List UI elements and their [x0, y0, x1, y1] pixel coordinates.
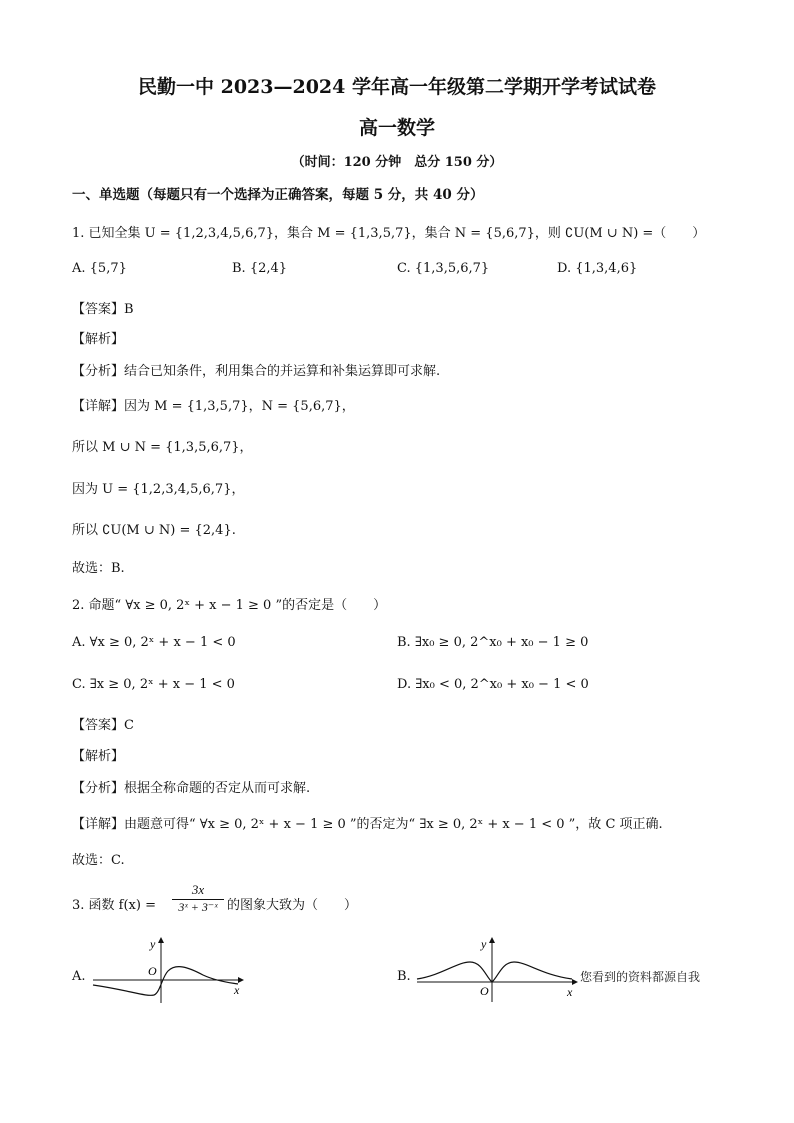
y-axis-arrow-icon — [489, 937, 495, 943]
q3-stem-suffix: 的图象大致为（ ） — [227, 898, 358, 913]
q1-option-c: C. {1,3,5,6,7} — [397, 261, 490, 276]
q2-choice: 故选：C. — [72, 853, 125, 868]
q1-jiexi: 【解析】 — [72, 332, 125, 347]
q1-option-d: D. {1,3,4,6} — [557, 261, 638, 276]
q2-option-b: B. ∃x₀ ≥ 0, 2^x₀ + x₀ − 1 ≥ 0 — [397, 635, 589, 650]
q1-detail: 【详解】因为 M = {1,3,5,7}，N = {5,6,7}， — [72, 399, 355, 414]
q3-stem-prefix: 3. 函数 f(x) = — [72, 898, 156, 913]
curve-b — [417, 962, 572, 982]
curve-a — [93, 967, 238, 996]
q1-stem: 1. 已知全集 U = {1,2,3,4,5,6,7}，集合 M = {1,3,5,7}，集合 N = {5,6,7}，则 ∁U(M ∪ N) =（ ） — [72, 226, 706, 241]
q1-analysis: 【分析】结合已知条件，利用集合的并运算和补集运算即可求解. — [72, 364, 441, 379]
q1-answer: 【答案】B — [72, 302, 134, 317]
q3-denominator: 3ˣ + 3⁻ˣ — [178, 900, 218, 914]
q2-answer: 【答案】C — [72, 718, 134, 733]
q3-graph-a — [88, 935, 248, 1005]
watermark-text: 您看到的资料都源自我 — [580, 970, 701, 984]
q3-option-a-label: A. — [72, 969, 86, 984]
q3-graph-b — [412, 932, 584, 1004]
exam-title: 民勤一中 2023—2024 学年高一年级第二学期开学考试试卷 — [138, 76, 656, 98]
x-label: x — [234, 983, 240, 997]
y-label: y — [481, 937, 487, 951]
q3-option-b-label: B. — [397, 969, 411, 984]
x-label: x — [567, 985, 573, 999]
q2-stem: 2. 命题“ ∀x ≥ 0, 2ˣ + x − 1 ≥ 0 ”的否定是（ ） — [72, 598, 387, 613]
q1-option-b: B. {2,4} — [232, 261, 288, 276]
q1-step1: 所以 M ∪ N = {1,3,5,6,7}， — [72, 440, 253, 455]
exam-meta: （时间：120 分钟 总分 150 分） — [291, 155, 503, 170]
q1-step3: 所以 ∁U(M ∪ N) = {2,4}. — [72, 523, 236, 538]
q1-choice: 故选：B. — [72, 561, 125, 576]
q2-detail: 【详解】由题意可得“ ∀x ≥ 0, 2ˣ + x − 1 ≥ 0 ”的否定为“ ∃x ≥ 0, 2ˣ + x − 1 < 0 ”，故 C 项正确. — [72, 817, 663, 832]
q3-fraction — [172, 882, 224, 915]
section-heading: 一、单选题（每题只有一个选择为正确答案，每题 5 分，共 40 分） — [72, 187, 484, 203]
q2-option-c: C. ∃x ≥ 0, 2ˣ + x − 1 < 0 — [72, 677, 235, 692]
x-axis-arrow-icon — [572, 979, 578, 985]
q2-jiexi: 【解析】 — [72, 749, 125, 764]
y-axis-arrow-icon — [158, 937, 164, 943]
q2-option-d: D. ∃x₀ < 0, 2^x₀ + x₀ − 1 < 0 — [397, 677, 589, 692]
origin-label: O — [480, 984, 489, 998]
origin-label: O — [148, 964, 157, 978]
y-label: y — [150, 937, 156, 951]
q1-option-a: A. {5,7} — [72, 261, 127, 276]
subject-title: 高一数学 — [358, 117, 435, 139]
q1-step2: 因为 U = {1,2,3,4,5,6,7}， — [72, 482, 245, 497]
q2-option-a: A. ∀x ≥ 0, 2ˣ + x − 1 < 0 — [72, 635, 236, 650]
q3-numerator: 3x — [191, 882, 205, 897]
q2-analysis: 【分析】根据全称命题的否定从而可求解. — [72, 781, 311, 796]
